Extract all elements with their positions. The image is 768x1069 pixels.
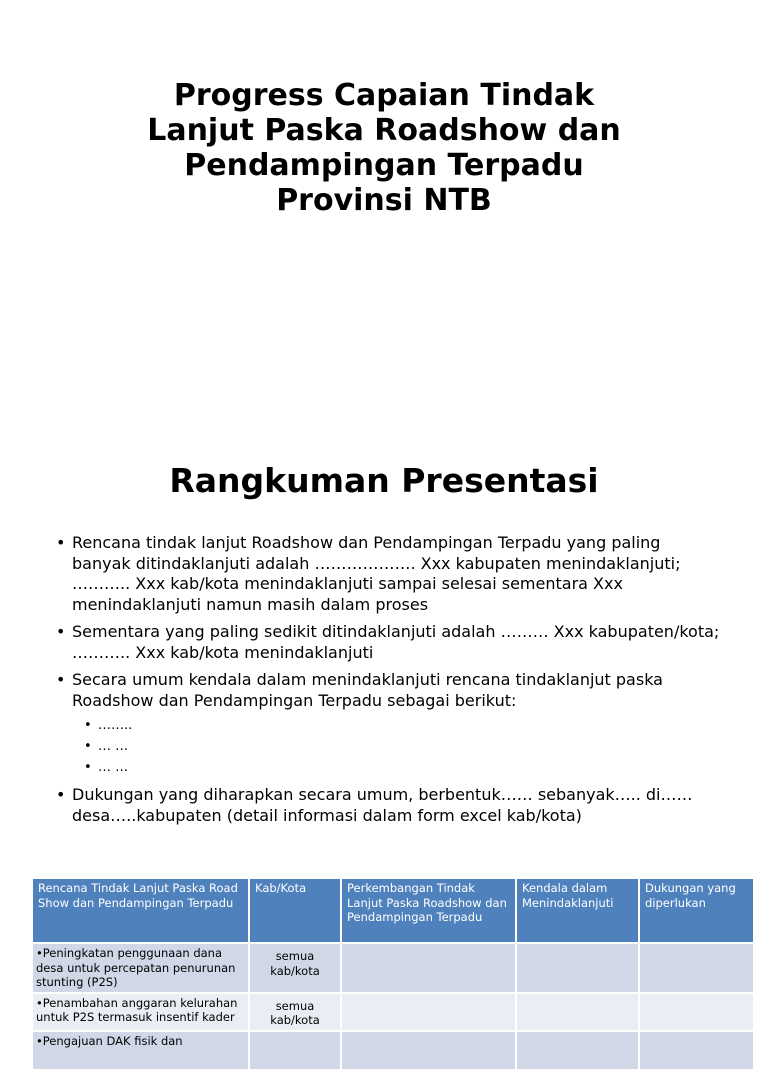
summary-bullet-list — [54, 533, 724, 833]
cell-dukungan — [639, 993, 753, 1031]
summary-bullet-text: Dukungan yang diharapkan secara umum, berbentuk…… sebanyak….. di…… desa…..kabupaten (detail informasi dalam form excel kab/kota) — [72, 785, 693, 825]
bullet-icon: • — [84, 760, 92, 775]
slide-title-line: Progress Capaian Tindak — [173, 78, 595, 113]
header-dukungan: Dukungan yang diperlukan — [639, 879, 753, 943]
cell-kab-kota — [249, 1031, 341, 1069]
table-row — [33, 993, 753, 1031]
summary-bullet-text: Secara umum kendala dalam menindaklanjuti rencana tindaklanjut paska Roadshow dan Pendampingan Terpadu sebagai berikut: — [72, 670, 663, 710]
sub-bullet — [72, 736, 724, 757]
cell-kendala — [516, 943, 639, 993]
cell-kab-kota: semua kab/kota — [249, 993, 341, 1031]
slide-title-line: Pendampingan Terpadu — [184, 148, 584, 183]
summary-bullet — [54, 785, 724, 826]
cell-dukungan — [639, 1031, 753, 1069]
cell-perkembangan — [341, 1031, 516, 1069]
table-row — [33, 1031, 753, 1069]
bullet-icon: • — [56, 670, 66, 689]
summary-bullet — [54, 670, 724, 778]
header-perkembangan: Perkembangan Tindak Lanjut Paska Roadshow dan Pendampingan Terpadu — [341, 879, 516, 943]
cell-kab-kota: semua kab/kota — [249, 943, 341, 993]
table-row — [33, 943, 753, 993]
summary-title: Rangkuman Presentasi — [169, 461, 599, 500]
follow-up-table-container — [33, 879, 753, 1069]
sub-bullet-text: …….. — [98, 718, 133, 733]
bullet-icon: • — [84, 739, 92, 754]
cell-rencana: •Penambahan anggaran kelurahan untuk P2S termasuk insentif kader — [33, 993, 249, 1031]
slide-title-line: Provinsi NTB — [276, 183, 492, 218]
constraint-sub-list — [72, 715, 724, 778]
table-header-row — [33, 879, 753, 943]
summary-bullet-text: Sementara yang paling sedikit ditindaklanjuti adalah ……… Xxx kabupaten/kota; ……….. Xxx kab/kota menindaklanjuti — [72, 622, 720, 662]
bullet-icon: • — [56, 622, 66, 641]
summary-bullet — [54, 533, 724, 615]
cell-perkembangan — [341, 943, 516, 993]
header-kab-kota: Kab/Kota — [249, 879, 341, 943]
cell-rencana: •Pengajuan DAK fisik dan — [33, 1031, 249, 1069]
follow-up-table — [33, 879, 753, 1069]
sub-bullet-text: … … — [98, 739, 129, 754]
slide-title-line: Lanjut Paska Roadshow dan — [147, 113, 621, 148]
sub-bullet — [72, 757, 724, 778]
slide-title — [60, 78, 708, 218]
cell-dukungan — [639, 943, 753, 993]
cell-kendala — [516, 993, 639, 1031]
sub-bullet-text: … … — [98, 760, 129, 775]
summary-bullet-text: Rencana tindak lanjut Roadshow dan Pendampingan Terpadu yang paling banyak ditindaklanjuti adalah ………………. Xxx kabupaten menindaklanjuti; ……….. Xxx kab/kota menindaklanjuti sampai selesai sementara Xxx menindaklanjuti namun masih dalam proses — [72, 533, 681, 614]
header-kendala: Kendala dalam Menindaklanjuti — [516, 879, 639, 943]
bullet-icon: • — [84, 718, 92, 733]
summary-bullet — [54, 622, 724, 663]
cell-kendala — [516, 1031, 639, 1069]
header-rencana: Rencana Tindak Lanjut Paska Road Show dan Pendampingan Terpadu — [33, 879, 249, 943]
sub-bullet — [72, 715, 724, 736]
cell-rencana: •Peningkatan penggunaan dana desa untuk percepatan penurunan stunting (P2S) — [33, 943, 249, 993]
bullet-icon: • — [56, 533, 66, 552]
cell-perkembangan — [341, 993, 516, 1031]
bullet-icon: • — [56, 785, 66, 804]
